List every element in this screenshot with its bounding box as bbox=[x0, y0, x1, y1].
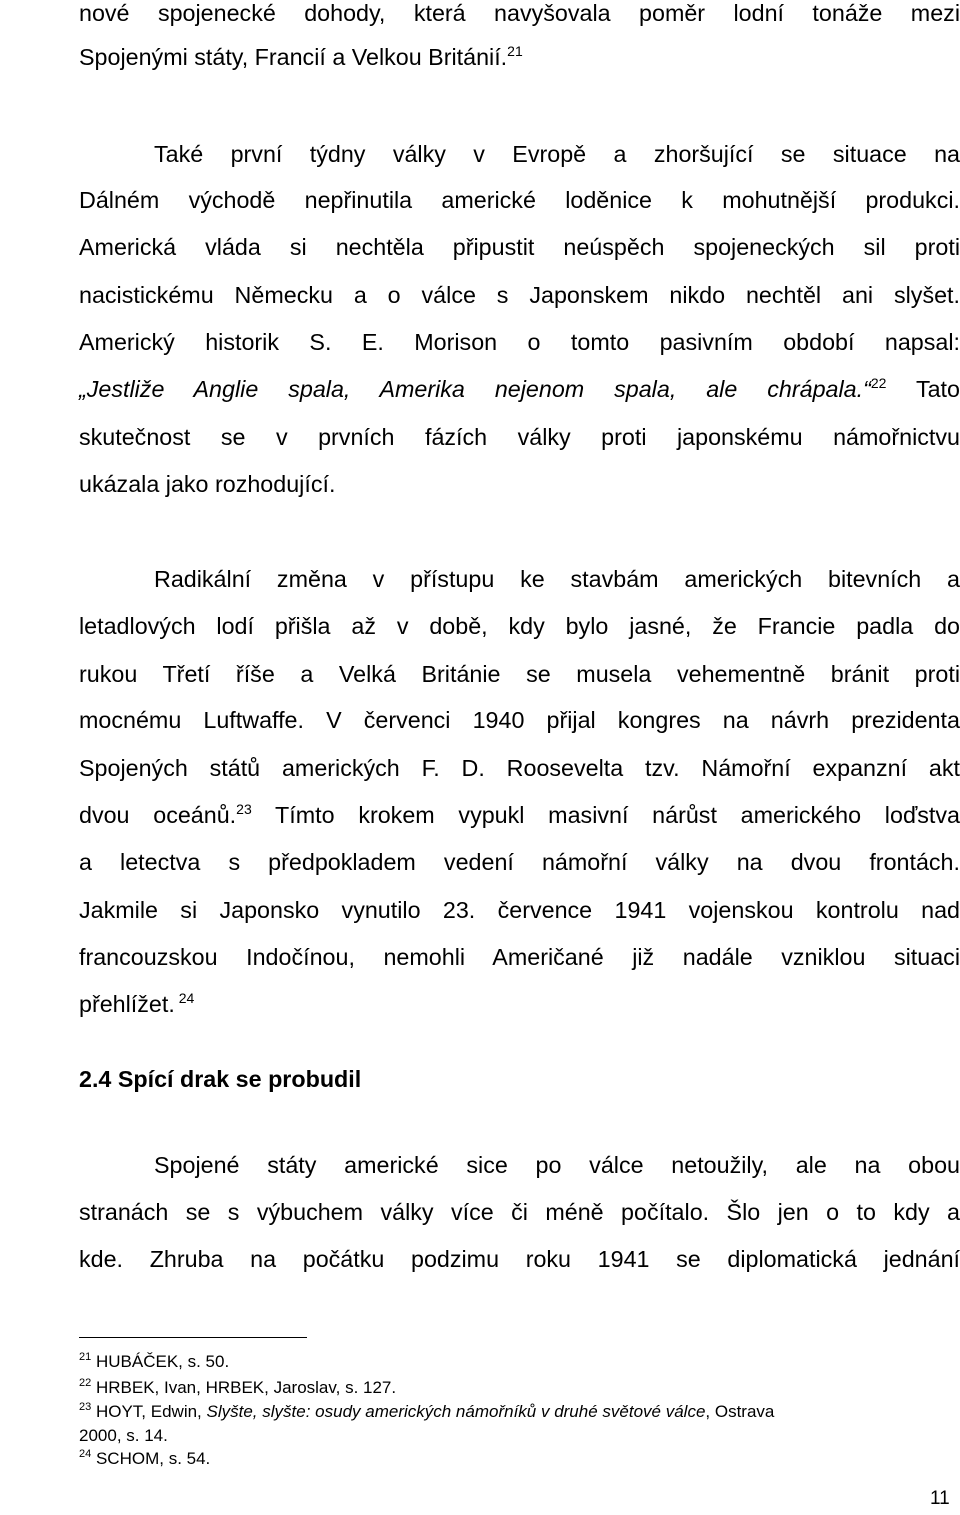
footnote-ref: 24 bbox=[79, 1448, 92, 1460]
body-line bbox=[154, 141, 960, 168]
text-run: HRBEK, Ivan, HRBEK, Jaroslav, s. 127. bbox=[91, 1378, 397, 1397]
text-run: Spojených států amerických F. D. Roosevelta tzv. Námořní expanzní akt bbox=[79, 755, 960, 781]
text-run: přehlížet. bbox=[79, 991, 175, 1017]
body-line bbox=[79, 234, 960, 261]
footnote bbox=[79, 1352, 960, 1372]
body-line bbox=[79, 471, 960, 498]
footnote bbox=[79, 1426, 960, 1446]
text-run: Radikální změna v přístupu ke stavbám amerických bitevních a bbox=[154, 566, 960, 592]
text-run: Spojenými státy, Francií a Velkou Británií. bbox=[79, 44, 508, 70]
text-run: “ bbox=[863, 376, 871, 402]
text-run: skutečnost se v prvních fázích války proti japonskému námořnictvu bbox=[79, 424, 960, 450]
text-run: nové spojenecké dohody, která navyšovala poměr lodní tonáže mezi bbox=[79, 0, 960, 26]
body-line bbox=[79, 991, 960, 1018]
footnote-ref: 22 bbox=[79, 1377, 92, 1389]
body-line bbox=[79, 613, 960, 640]
text-run: Tato bbox=[886, 376, 960, 402]
text-run: ukázala jako rozhodující. bbox=[79, 471, 336, 497]
body-line bbox=[79, 1246, 960, 1273]
text-run: Také první týdny války v Evropě a zhoršující se situace na bbox=[154, 141, 960, 167]
text-run: rukou Třetí říše a Velká Británie se musela vehementně bránit proti bbox=[79, 661, 960, 687]
footnote-ref: 23 bbox=[79, 1401, 92, 1413]
text-run: nacistickému Německu a o válce s Japonskem nikdo nechtěl ani slyšet. bbox=[79, 282, 960, 308]
text-run: Americká vláda si nechtěla připustit neúspěch spojeneckých sil proti bbox=[79, 234, 960, 260]
footnote-ref: 21 bbox=[507, 43, 523, 59]
body-line bbox=[79, 376, 960, 403]
text-run: , Ostrava bbox=[705, 1402, 775, 1421]
body-line bbox=[79, 755, 960, 782]
body-line bbox=[79, 329, 960, 356]
footnote-ref: 23 bbox=[236, 801, 252, 817]
body-line bbox=[154, 566, 960, 593]
body-line bbox=[79, 0, 960, 27]
text-run: Slyšte, slyšte: osudy amerických námořníků v druhé světové válce bbox=[206, 1402, 706, 1421]
footnote-ref: 24 bbox=[174, 990, 195, 1006]
text-run: Jakmile si Japonsko vynutilo 23. července 1941 vojenskou kontrolu nad bbox=[79, 897, 960, 923]
text-run: Dálném východě nepřinutila americké loděnice k mohutnější produkci. bbox=[79, 187, 960, 213]
footnote-ref: 21 bbox=[79, 1351, 92, 1363]
text-run: a letectva s předpokladem vedení námořní války na dvou frontách. bbox=[79, 849, 960, 875]
footnote bbox=[79, 1402, 960, 1422]
body-line bbox=[79, 1199, 960, 1226]
text-run: stranách se s výbuchem války více či méně počítalo. Šlo jen o to kdy a bbox=[79, 1199, 960, 1225]
text-run: mocnému Luftwaffe. V červenci 1940 přijal kongres na návrh prezidenta bbox=[79, 707, 960, 733]
footnote-separator bbox=[79, 1337, 307, 1338]
body-line bbox=[79, 187, 960, 214]
body-line bbox=[79, 282, 960, 309]
footnote-ref: 22 bbox=[870, 375, 887, 391]
body-line bbox=[79, 44, 960, 71]
body-line bbox=[79, 424, 960, 451]
body-line bbox=[79, 802, 960, 829]
footnote bbox=[79, 1378, 960, 1398]
body-line bbox=[79, 897, 960, 924]
text-run: Spojené státy americké sice po válce netoužily, ale na obou bbox=[154, 1152, 960, 1178]
section-heading: 2.4 Spící drak se probudil bbox=[79, 1066, 362, 1092]
text-run: kde. Zhruba na počátku podzimu roku 1941 se diplomatická jednání bbox=[79, 1246, 960, 1272]
text-run: HOYT, Edwin, bbox=[91, 1402, 207, 1421]
text-run: letadlových lodí přišla až v době, kdy bylo jasné, že Francie padla do bbox=[79, 613, 960, 639]
body-line bbox=[154, 1152, 960, 1179]
footnote bbox=[79, 1449, 960, 1469]
text-run: dvou oceánů. bbox=[79, 802, 237, 828]
text-run: francouzskou Indočínou, nemohli Američané již nadále vzniklou situaci bbox=[79, 944, 960, 970]
body-line bbox=[79, 849, 960, 876]
text-run: Americký historik S. E. Morison o tomto pasivním období napsal: bbox=[79, 329, 960, 355]
body-line bbox=[79, 661, 960, 688]
text-run: „Jestliže Anglie spala, Amerika nejenom spala, ale chrápala. bbox=[79, 376, 864, 402]
text-run: SCHOM, s. 54. bbox=[91, 1449, 211, 1468]
text-run: Tímto krokem vypukl masivní nárůst amerického loďstva bbox=[251, 802, 960, 828]
page-number: 11 bbox=[930, 1488, 950, 1509]
body-line bbox=[79, 707, 960, 734]
body-line bbox=[79, 944, 960, 971]
text-run: HUBÁČEK, s. 50. bbox=[91, 1352, 230, 1371]
text-run: 2000, s. 14. bbox=[79, 1426, 168, 1445]
